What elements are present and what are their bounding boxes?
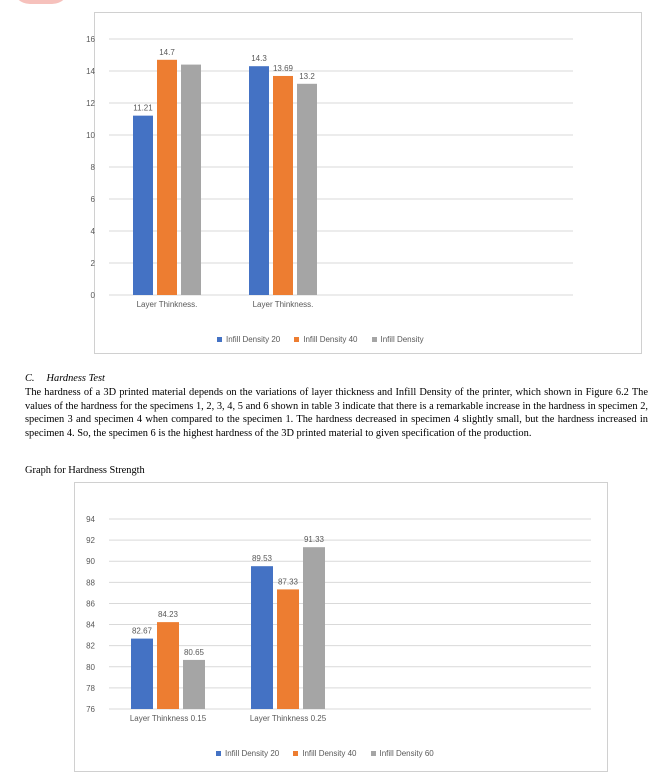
- y-tick-label: 86: [86, 599, 95, 609]
- section-heading: [25, 372, 648, 386]
- y-tick-label: 90: [86, 557, 95, 567]
- legend-swatch-series2: [294, 337, 299, 342]
- data-label: 13.2: [299, 71, 315, 81]
- legend-label: Infill Density 20: [226, 335, 281, 344]
- legend-label: Infill Density 40: [303, 335, 358, 344]
- data-label: 14.3: [251, 54, 267, 64]
- data-label: 13.69: [272, 63, 294, 73]
- bar: [251, 566, 273, 709]
- x-category-label: Layer Thinkness 0.15: [129, 714, 207, 723]
- legend-item-series3: [372, 335, 424, 344]
- y-tick-label: 84: [86, 620, 95, 630]
- chart-layer-thickness: [86, 12, 642, 354]
- legend-item-series3: [371, 749, 434, 758]
- x-category-label: Layer Thinkness.: [252, 300, 314, 309]
- legend-item-series2: [293, 749, 356, 758]
- legend-label: Infill Density 40: [302, 749, 357, 758]
- y-tick-label: 88: [86, 578, 95, 588]
- x-category-label: Layer Thinkness 0.25: [249, 714, 327, 723]
- legend-swatch-series3: [372, 337, 377, 342]
- legend-label: Infill Density 60: [379, 749, 434, 758]
- chart-hardness-strength: [74, 482, 608, 772]
- chart1-legend: [217, 335, 424, 344]
- legend-swatch-series1: [217, 337, 222, 342]
- section-letter: C.: [25, 373, 35, 384]
- y-tick-label: 0: [90, 291, 95, 300]
- bar: [133, 116, 153, 295]
- decorative-header-logo: [12, 0, 70, 4]
- data-label: 82.67: [131, 626, 153, 636]
- data-label: 89.53: [251, 554, 273, 564]
- legend-swatch-series1: [216, 751, 221, 756]
- data-label: 80.65: [183, 647, 205, 657]
- bar: [157, 622, 179, 709]
- y-tick-label: 94: [86, 515, 95, 524]
- bar: [277, 589, 299, 709]
- y-tick-label: 76: [86, 705, 95, 714]
- y-tick-label: 82: [86, 641, 95, 651]
- bar: [131, 639, 153, 709]
- chart1-svg: [86, 13, 641, 353]
- legend-label: Infill Density 20: [225, 749, 280, 758]
- bar: [183, 660, 205, 709]
- y-tick-label: 12: [86, 99, 95, 108]
- bar: [297, 84, 317, 295]
- y-tick-label: 4: [90, 227, 95, 236]
- y-tick-label: 2: [90, 259, 95, 268]
- x-category-label: Layer Thinkness.: [136, 300, 198, 309]
- graph-caption: Graph for Hardness Strength: [25, 465, 145, 476]
- legend-item-series1: [217, 335, 280, 344]
- section-title: Hardness Test: [46, 373, 105, 384]
- bar: [303, 547, 325, 709]
- bar: [157, 60, 177, 295]
- data-label: 14.7: [159, 47, 175, 57]
- bar: [249, 66, 269, 295]
- legend-swatch-series2: [293, 751, 298, 756]
- y-tick-label: 92: [86, 536, 95, 546]
- y-tick-label: 6: [90, 195, 95, 204]
- data-label: 91.33: [303, 535, 325, 545]
- y-tick-label: 8: [90, 163, 95, 172]
- legend-label: Infill Density: [380, 335, 424, 344]
- y-tick-label: 14: [86, 67, 95, 76]
- legend-item-series1: [216, 749, 279, 758]
- data-label: 87.33: [277, 577, 299, 587]
- y-tick-label: 80: [86, 662, 95, 672]
- y-tick-label: 78: [86, 683, 95, 693]
- bar: [181, 65, 201, 295]
- hardness-paragraph: The hardness of a 3D printed material depends on the variations of layer thickness and Infill Density of the printer, which shown in Figure 6.2 The values of the hardness for the specimens 1, 2, 3, 4, 5 and 6 shown in table 3 indicate that there is a remarkable increase in the hardness in specimen 2, specimen 3 and specimen 4 when compared to the specimen 1. The hardness decreased in specimen 4 slightly small, but the hardness increased in specimen 4. So, the specimen 6 is the highest hardness of the 3D printed material to given specification of the production.: [25, 387, 648, 439]
- chart2-legend: [216, 749, 434, 758]
- y-tick-label: 16: [86, 35, 95, 44]
- data-label: 84.23: [157, 610, 179, 620]
- legend-item-series2: [294, 335, 357, 344]
- data-label: 11.21: [133, 103, 153, 113]
- chart2-svg: [75, 483, 607, 771]
- legend-swatch-series3: [371, 751, 376, 756]
- y-tick-label: 10: [86, 131, 95, 140]
- bar: [273, 76, 293, 295]
